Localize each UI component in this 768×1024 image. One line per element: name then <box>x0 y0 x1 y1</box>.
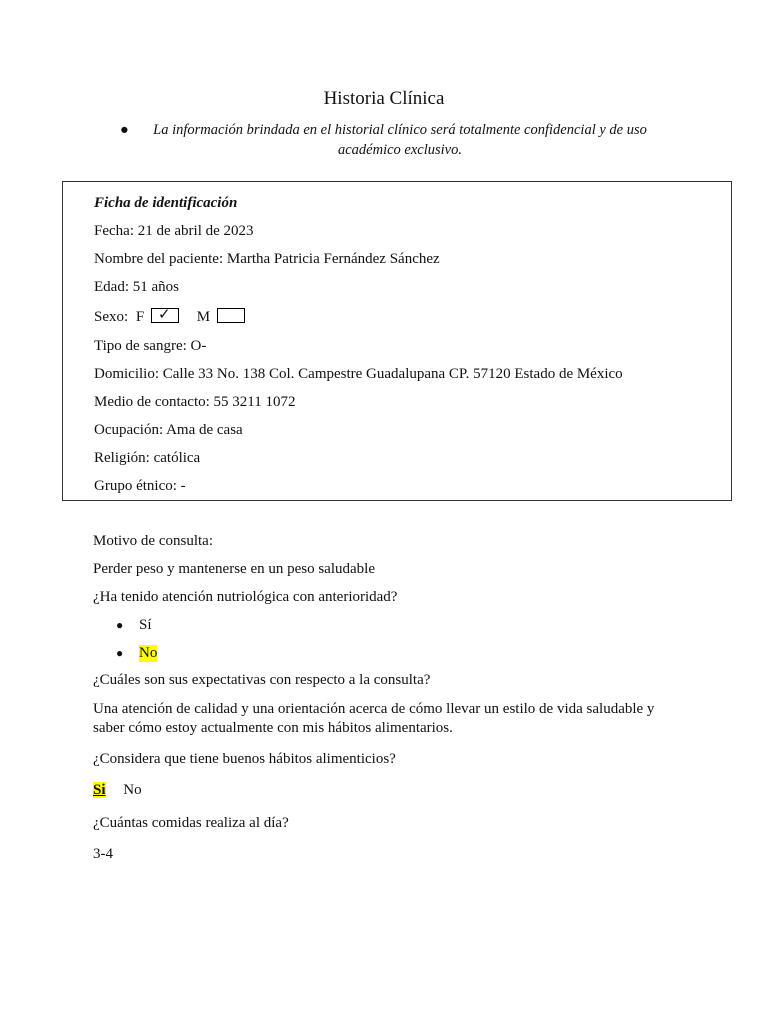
sexo-f-label: F <box>135 309 145 325</box>
identification-card <box>62 181 732 501</box>
bullet-icon: ● <box>116 646 124 660</box>
nombre-line: Nombre del paciente: Martha Patricia Fernández Sánchez <box>94 251 440 267</box>
habitos-no: No <box>123 782 142 798</box>
answer-comidas: 3-4 <box>93 846 113 862</box>
question-comidas: ¿Cuántas comidas realiza al día? <box>93 815 289 831</box>
check-icon: ✓ <box>158 305 171 324</box>
contacto-line: Medio de contacto: 55 3211 1072 <box>94 394 296 410</box>
bullet-icon: ● <box>116 618 124 632</box>
document-title: Historia Clínica <box>323 88 445 109</box>
habitos-options <box>93 782 142 799</box>
domicilio-line: Domicilio: Calle 33 No. 138 Col. Campestre Guadalupana CP. 57120 Estado de México <box>94 366 623 382</box>
answer-expectativas: Una atención de calidad y una orientación acerca de cómo llevar un estilo de vida saludable y saber cómo estoy actualmente con mis hábitos alimentarios. <box>93 701 655 736</box>
sexo-line <box>94 305 245 326</box>
sexo-m-checkbox[interactable] <box>217 308 245 323</box>
tipo-sangre-line: Tipo de sangre: O- <box>94 338 207 354</box>
option-si: Sí <box>139 617 152 633</box>
sexo-label: Sexo: <box>94 309 129 325</box>
sexo-f-checkbox[interactable] <box>151 305 179 324</box>
fecha-line: Fecha: 21 de abril de 2023 <box>94 223 254 239</box>
confidential-note-text: La información brindada en el historial clínico será totalmente confidencial y de uso académico exclusivo. <box>153 122 647 158</box>
motivo-answer: Perder peso y mantenerse en un peso saludable <box>93 561 375 577</box>
question-expectativas: ¿Cuáles son sus expectativas con respecto a la consulta? <box>93 672 431 688</box>
grupo-etnico-line: Grupo étnico: - <box>94 478 186 494</box>
question-habitos: ¿Considera que tiene buenos hábitos alimenticios? <box>93 751 396 767</box>
bullet-icon: ● <box>120 122 129 138</box>
edad-line: Edad: 51 años <box>94 279 179 295</box>
option-no-selected: No <box>139 645 158 661</box>
confidential-note <box>120 120 680 160</box>
motivo-label: Motivo de consulta: <box>93 533 213 549</box>
habitos-si-selected: Si <box>93 782 106 798</box>
sexo-m-label: M <box>196 309 211 325</box>
question-atencion: ¿Ha tenido atención nutriológica con anterioridad? <box>93 589 398 605</box>
religion-line: Religión: católica <box>94 450 201 466</box>
ocupacion-line: Ocupación: Ama de casa <box>94 422 243 438</box>
identification-heading: Ficha de identificación <box>94 195 238 211</box>
